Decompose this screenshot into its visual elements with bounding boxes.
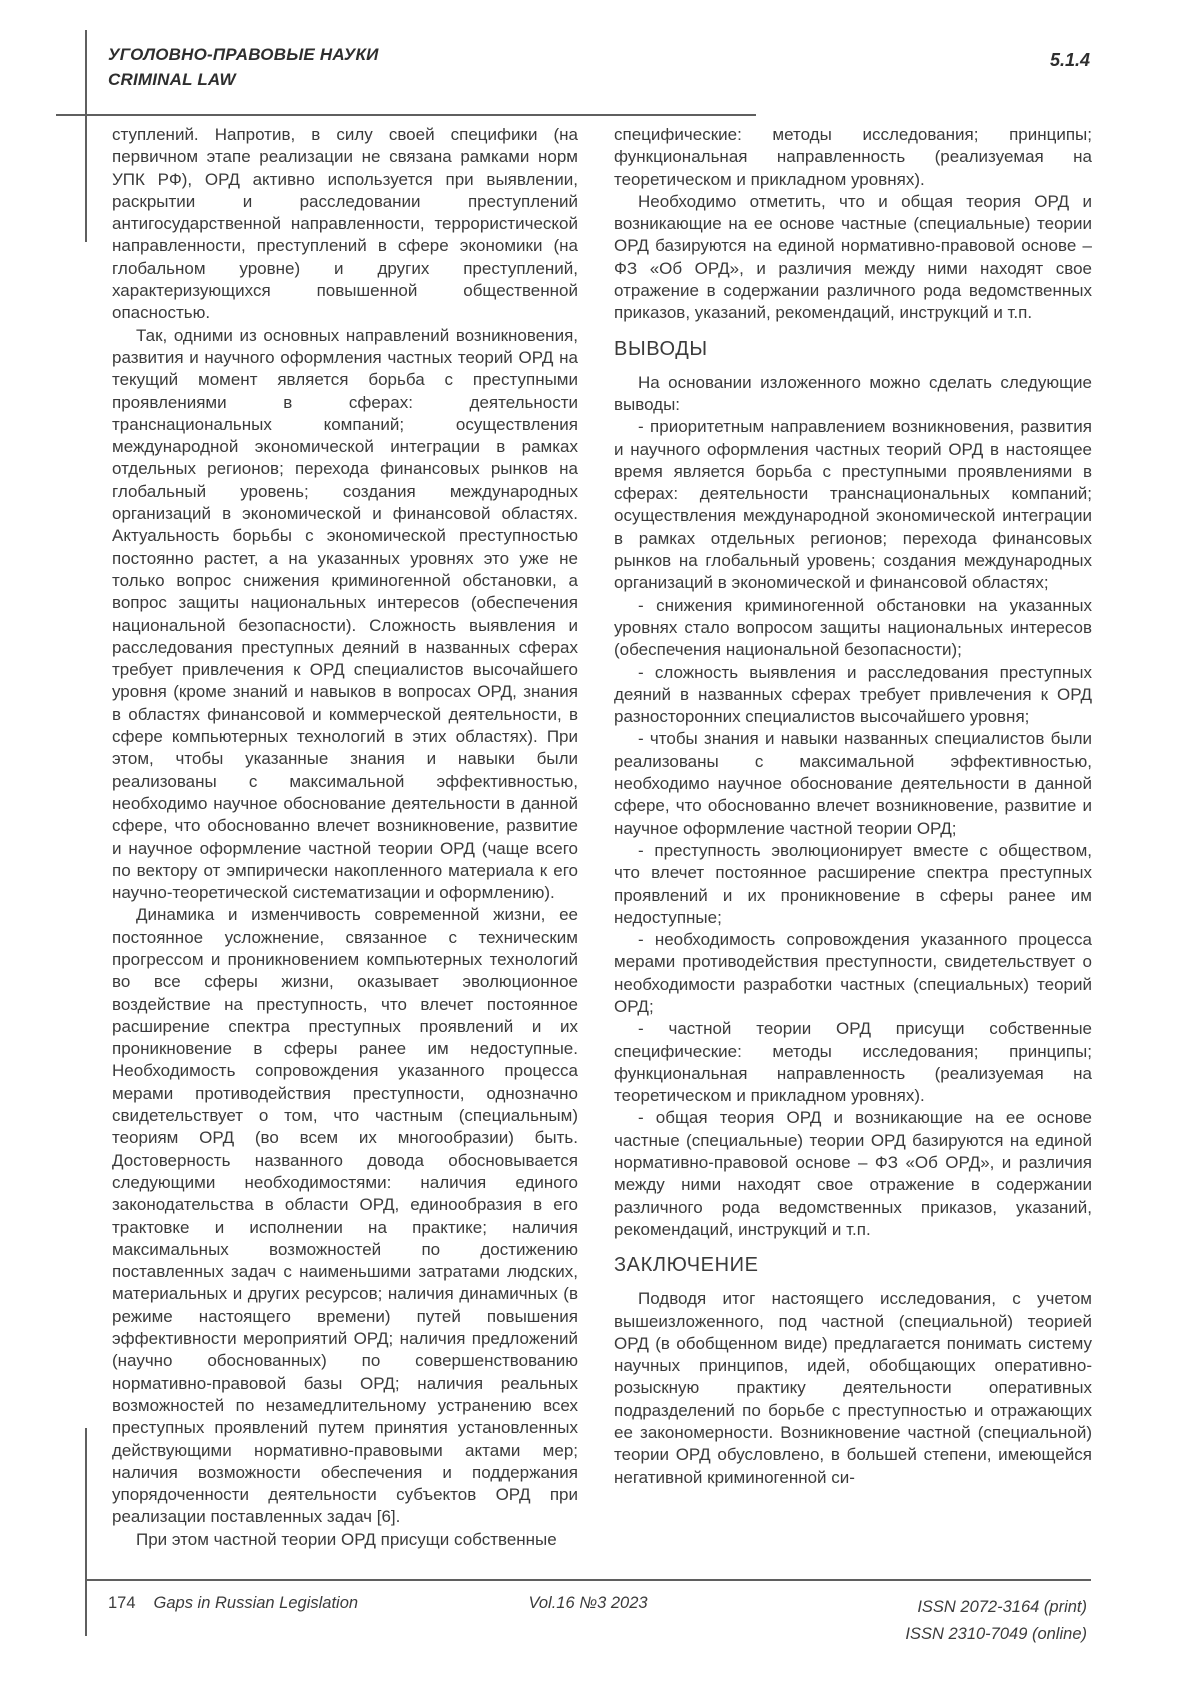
paragraph: Так, одними из основных направлений возникновения, развития и научного оформления частных теорий ОРД на текущий момент является борьба с преступными проявлениями в сферах: деятельности транснациональных компаний; осуществления международной экономической интеграции в рамках отдельных регионов; перехода финансовых рынков на глобальный уровень; создания международных организаций в экономической и финансовой областях. Актуальность борьбы с экономической преступностью постоянно растет, а на указанных уровнях это уже не только вопрос снижения криминогенной обстановки, а вопрос защиты национальных интересов (обеспечения национальной безопасности). Сложность выявления и расследования преступных деяний в названных сферах требует привлечения к ОРД специалистов высочайшего уровня (кроме знаний и навыков в вопросах ОРД, знания в областях финансовой и коммерческой деятельности, в сфере компьютерных технологий в этих областях). При этом, чтобы указанные знания и навыки были реализованы с максимальной эффективностью, необходимо научное обоснование деятельности в данной сфере, что обоснованно влечет возникновение, развитие и научное оформление частной теории ОРД (чаще всего по вектору от эмпирически накопленного материала к его научно-теоретической систематизации и оформлению). — [112, 325, 578, 903]
rubric-title-english: CRIMINAL LAW — [108, 70, 236, 89]
journal-title: Gaps in Russian Legislation — [153, 1594, 359, 1612]
list-item: - чтобы знания и навыки названных специалистов были реализованы с максимальной эффективностью, необходимо научное обоснование деятельности в данной сфере, что обоснованно влечет возникновение, развитие и научное оформление частной теории ОРД; — [614, 729, 1092, 838]
paragraph: При этом частной теории ОРД присущи собственные — [136, 1529, 557, 1549]
issn-print: ISSN 2072-3164 (print) — [917, 1598, 1087, 1616]
list-item: - частной теории ОРД присущи собственные специфические: методы исследования; принципы; функциональная направленность (реализуемая на теоретическом и прикладном уровнях). — [614, 1019, 1092, 1106]
footer-left — [108, 1594, 358, 1613]
paragraph: ступлений. Напротив, в силу своей специфики (на первичном этапе реализации не связана рамками норм УПК РФ), ОРД активно используется при выявлении, раскрытии и расследовании преступлений антигосударственной направленности, террористической направленности, преступлений в сфере экономики (на глобальном уровне) и других преступлений, характеризующихся повышенной общественной опасностью. — [112, 125, 578, 323]
list-item: - общая теория ОРД и возникающие на ее основе частные (специальные) теории ОРД базируются на единой нормативно-правовой основе – ФЗ «Об ОРД», и различия между ними находят свое отражение в содержании различного рода ведомственных приказов, указаний, рекомендаций, инструкций и т.п. — [614, 1108, 1092, 1239]
right-column — [614, 124, 1092, 1576]
paragraph: Подводя итог настоящего исследования, с учетом вышеизложенного, под частной (специальной) теорией ОРД (в обобщенном виде) предлагается понимать систему научных принципов, идей, обобщающих оперативно-розыскную практику деятельности оперативных подразделений по борьбе с преступностью и отражающих ее закономерности. Возникновение частной (специальной) теории ОРД обусловлено, в большей степени, имеющейся негативной криминогенной си- — [614, 1289, 1092, 1487]
section-code: 5.1.4 — [1049, 50, 1090, 70]
list-item: - снижения криминогенной обстановки на указанных уровнях стало вопросом защиты национальных интересов (обеспечения национальной безопасности); — [614, 595, 1092, 660]
paragraph: Необходимо отметить, что и общая теория ОРД и возникающие на ее основе частные (специальные) теории ОРД базируются на единой нормативно-правовой основе – ФЗ «Об ОРД», и различия между ними находят свое отражение в содержании различного рода ведомственных приказов, указаний, рекомендаций, инструкций и т.п. — [614, 191, 1092, 323]
issn-online: ISSN 2310-7049 (online) — [905, 1625, 1087, 1643]
article-body — [112, 124, 1092, 1576]
paragraph: специфические: методы исследования; принципы; функциональная направленность (реализуемая на теоретическом и прикладном уровнях). — [614, 125, 1092, 189]
list-item: - приоритетным направлением возникновения, развития и научного оформления частных теорий ОРД в настоящее время является борьба с преступными проявлениями в сферах: деятельности транснациональных компаний; осуществления международной экономической интеграции в рамках отдельных регионов; перехода финансовых рынков на глобальный уровень; создания международных организаций в экономической и финансовой областях; — [614, 417, 1092, 593]
left-margin-rule-top — [85, 30, 87, 242]
footer-issue: Vol.16 №3 2023 — [528, 1594, 648, 1612]
header-divider-rule — [56, 114, 756, 116]
rubric-title-russian: УГОЛОВНО-ПРАВОВЫЕ НАУКИ — [108, 45, 379, 64]
footer-issn — [905, 1594, 1087, 1648]
footer-divider-rule — [85, 1579, 1091, 1581]
page-header — [108, 42, 808, 92]
section-heading-conclusions: ВЫВОДЫ — [614, 337, 708, 360]
paragraph: На основании изложенного можно сделать следующие выводы: — [614, 372, 1092, 414]
list-item: - сложность выявления и расследования преступных деяний в названных сферах требует привлечения к ОРД разносторонних специалистов высочайшего уровня; — [614, 662, 1092, 727]
left-column — [112, 124, 578, 1576]
list-item: - необходимость сопровождения указанного процесса мерами противодействия преступности, свидетельствует о необходимости разработки частных (специальных) теорий ОРД; — [614, 930, 1092, 1016]
paragraph: Динамика и изменчивость современной жизни, ее постоянное усложнение, связанное с техническим прогрессом и проникновением компьютерных технологий во все сферы жизни, оказывает эволюционное воздействие на преступность, что влечет постоянное расширение спектра преступных проявлений и их проникновение в сферы ранее им недоступные. Необходимость сопровождения указанного процесса мерами противодействия преступности, однозначно свидетельствует о том, что частным (специальным) теориям ОРД (во всем их многообразии) быть. Достоверность названного довода обосновывается следующими необходимостями: наличия единого законодательства в области ОРД, единообразия в его трактовке и исполнении на практике; наличия максимальных возможностей по достижению поставленных задач с наименьшими затратами людских, материальных и других ресурсов; наличия динамичных (в режиме настоящего времени) путей повышения эффективности мероприятий ОРД; наличия предложений (научно обоснованных) по совершенствованию нормативно-правовой базы ОРД; наличия реальных возможностей по незамедлительному устранению всех преступных проявлений путем принятия установленных действующими нормативно-правовыми актами мер; наличия возможности обеспечения и поддержания упорядоченности деятельности субъектов ОРД при реализации поставленных задач [6]. — [112, 905, 578, 1527]
list-item: - преступность эволюционирует вместе с обществом, что влечет постоянное расширение спектра преступных проявлений и их проникновение в сферы ранее им недоступные; — [614, 840, 1092, 927]
page-number: 174 — [108, 1594, 136, 1612]
section-heading-final: ЗАКЛЮЧЕНИЕ — [614, 1254, 759, 1277]
